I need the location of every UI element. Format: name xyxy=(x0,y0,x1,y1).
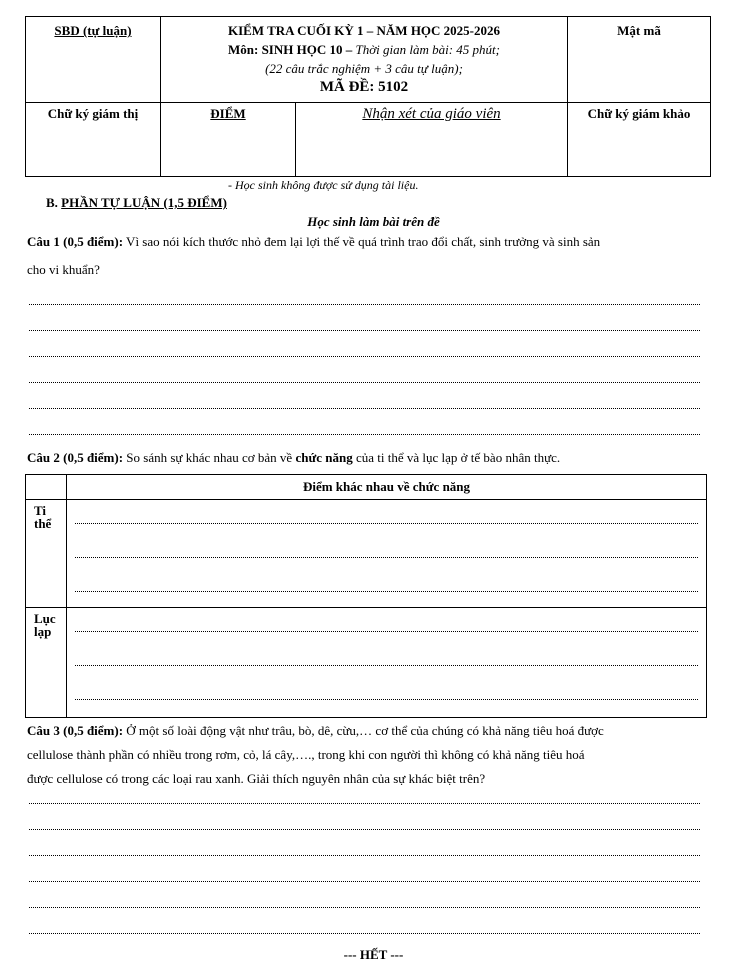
answer-line xyxy=(29,803,700,804)
compare-table xyxy=(25,474,707,718)
question-1-line-1 xyxy=(27,234,600,250)
secret-code-cell xyxy=(568,17,711,103)
answer-line xyxy=(29,881,700,882)
row-label-mitochondria xyxy=(26,500,67,608)
teacher-comment-cell xyxy=(296,103,568,177)
answer-line xyxy=(29,855,700,856)
answer-line xyxy=(29,907,700,908)
section-name: PHẦN TỰ LUẬN (1,5 ĐIỂM) xyxy=(61,195,227,210)
answer-line xyxy=(75,591,698,592)
question-3-line-1 xyxy=(27,719,707,743)
question-3-text-1: Ở một số loài động vật như trâu, bò, dê, cừu,… cơ thể của chúng có khả năng tiêu hoá được xyxy=(123,723,604,738)
chloroplast-answer-cell[interactable] xyxy=(67,608,707,718)
question-2-text-bold: chức năng xyxy=(295,450,353,465)
sbd-label: SBD (tự luận) xyxy=(54,23,132,38)
question-1-text-1: Vì sao nói kích thước nhỏ đem lại lợi thế về quá trình trao đổi chất, sinh trưởng và sinh sản xyxy=(123,234,601,249)
instruction-line: Học sinh làm bài trên đề xyxy=(307,214,440,229)
section-prefix: B. xyxy=(46,195,62,210)
no-materials-note: - Học sinh không được sử dụng tài liệu. xyxy=(228,178,419,192)
teacher-comment-label: Nhận xét của giáo viên xyxy=(362,106,501,122)
answer-line xyxy=(75,699,698,700)
question-3-label: Câu 3 (0,5 điểm): xyxy=(27,723,124,738)
question-1-label: Câu 1 (0,5 điểm): xyxy=(27,234,124,249)
exam-code: MÃ ĐỀ: 5102 xyxy=(319,79,409,95)
exam-title: KIỂM TRA CUỐI KỲ 1 – NĂM HỌC 2025-2026 xyxy=(227,23,501,38)
answer-line xyxy=(75,665,698,666)
answer-line xyxy=(29,382,700,383)
question-2-text-before: So sánh sự khác nhau cơ bản về xyxy=(123,450,296,465)
secret-code-label: Mật mã xyxy=(617,23,661,38)
answer-line xyxy=(29,330,700,331)
question-3 xyxy=(27,719,707,791)
question-2-label: Câu 2 (0,5 điểm): xyxy=(27,450,124,465)
question-3-text-3: được cellulose có trong các loại rau xanh. Giải thích nguyên nhân của sự khác biệt trên? xyxy=(27,771,486,786)
question-1-text-2: cho vi khuẩn? xyxy=(27,262,100,277)
row-label-mitochondria-2: thể xyxy=(34,516,52,531)
exam-header-table xyxy=(25,16,711,177)
score-cell xyxy=(161,103,296,177)
sbd-cell xyxy=(26,17,161,103)
compare-corner-cell xyxy=(26,475,67,500)
row-label-chloroplast xyxy=(26,608,67,718)
compare-header: Điểm khác nhau về chức năng xyxy=(67,475,707,500)
examiner-signature-cell xyxy=(568,103,711,177)
answer-line xyxy=(75,631,698,632)
answer-line xyxy=(29,829,700,830)
end-marker: --- HẾT --- xyxy=(343,947,404,962)
row-label-mitochondria-1: Ti xyxy=(34,503,47,518)
section-title xyxy=(46,195,227,211)
question-2-line xyxy=(27,450,560,466)
answer-line xyxy=(29,304,700,305)
proctor-signature-cell xyxy=(26,103,161,177)
answer-line xyxy=(29,408,700,409)
subject-line xyxy=(161,42,567,58)
exam-info-cell xyxy=(161,17,568,103)
question-3-text-2: cellulose thành phần có nhiều trong rơm, cỏ, lá cây,…., trong khi con người thì không có khả năng tiêu hoá xyxy=(27,747,585,762)
answer-line xyxy=(75,557,698,558)
row-label-chloroplast-1: Lục xyxy=(34,611,56,626)
question-2-text-after: của ti thể và lục lạp ở tế bào nhân thực. xyxy=(352,450,561,465)
answer-line xyxy=(75,523,698,524)
answer-line xyxy=(29,356,700,357)
subject-label: Môn: SINH HỌC 10 – xyxy=(227,42,353,57)
proctor-signature-label: Chữ ký giám thị xyxy=(47,106,139,121)
mitochondria-answer-cell[interactable] xyxy=(67,500,707,608)
answer-line xyxy=(29,434,700,435)
answer-line xyxy=(29,933,700,934)
examiner-signature-label: Chữ ký giám khảo xyxy=(587,106,691,121)
time-note: Thời gian làm bài: 45 phút; xyxy=(352,42,500,57)
question-count: (22 câu trắc nghiệm + 3 câu tự luận); xyxy=(265,61,463,76)
row-label-chloroplast-2: lạp xyxy=(34,624,52,639)
score-label: ĐIỂM xyxy=(210,106,246,121)
